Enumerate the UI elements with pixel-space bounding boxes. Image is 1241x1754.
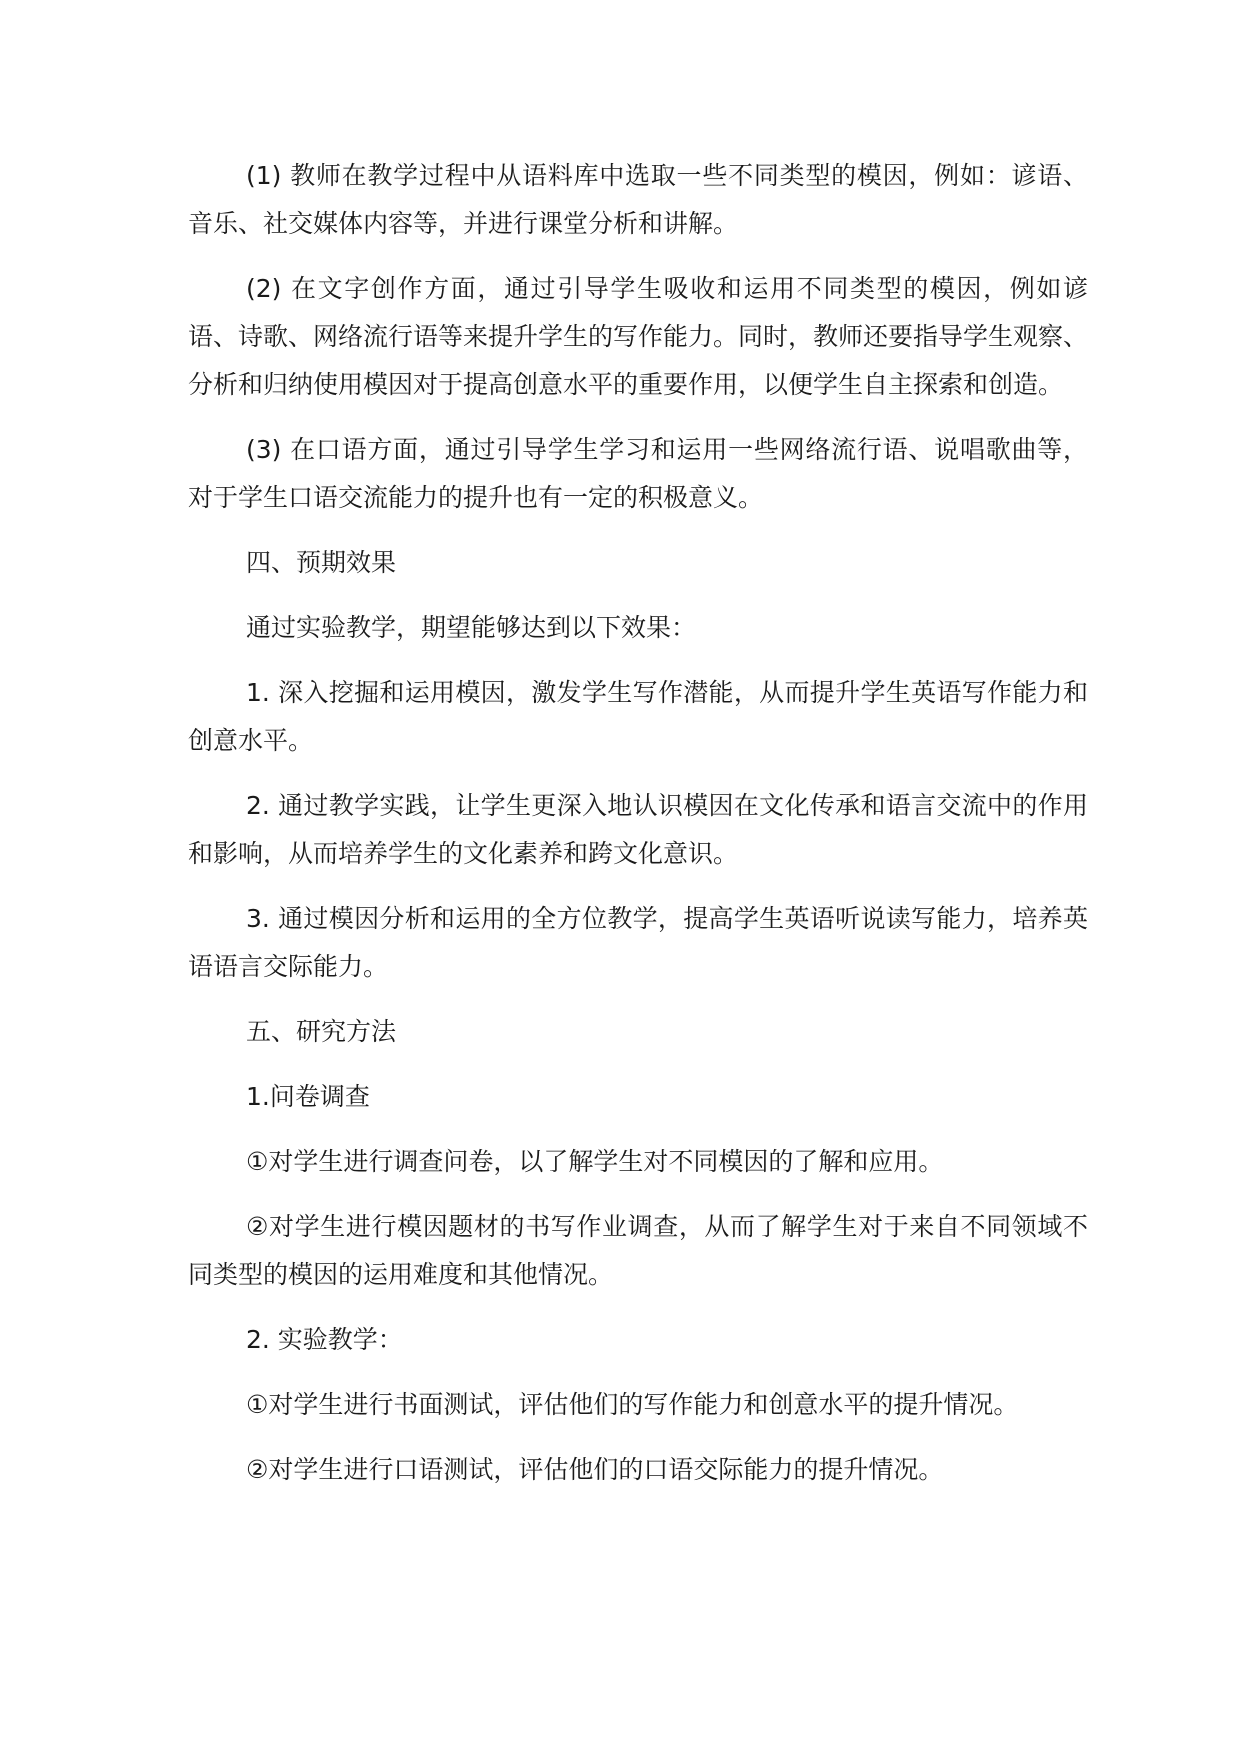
paragraph-questionnaire-2: ②对学生进行模因题材的书写作业调查，从而了解学生对于来自不同领域不同类型的模因的运用难度和其他情况。 bbox=[188, 1212, 1088, 1289]
paragraph-effect-3: 3. 通过模因分析和运用的全方位教学，提高学生英语听说读写能力，培养英语语言交际能力。 bbox=[188, 904, 1088, 981]
section-heading-expected-effects: 四、预期效果 bbox=[246, 548, 397, 577]
paragraph-expected-intro: 通过实验教学，期望能够达到以下效果： bbox=[246, 613, 697, 642]
paragraph-experiment-1: ①对学生进行书面测试，评估他们的写作能力和创意水平的提升情况。 bbox=[246, 1390, 1019, 1419]
subheading-experimental-teaching: 2. 实验教学： bbox=[246, 1325, 403, 1354]
paragraph-method-1: (1) 教师在教学过程中从语料库中选取一些不同类型的模因，例如：谚语、音乐、社交媒体内容等，并进行课堂分析和讲解。 bbox=[188, 161, 1088, 238]
paragraph-questionnaire-1: ①对学生进行调查问卷，以了解学生对不同模因的了解和应用。 bbox=[246, 1147, 944, 1176]
paragraph-effect-1: 1. 深入挖掘和运用模因，激发学生写作潜能，从而提升学生英语写作能力和创意水平。 bbox=[188, 678, 1088, 755]
section-heading-research-methods: 五、研究方法 bbox=[246, 1017, 397, 1046]
subheading-questionnaire: 1.问卷调查 bbox=[246, 1082, 370, 1111]
paragraph-method-2: (2) 在文字创作方面，通过引导学生吸收和运用不同类型的模因，例如谚语、诗歌、网络流行语等来提升学生的写作能力。同时，教师还要指导学生观察、分析和归纳使用模因对于提高创意水平的重要作用，以便学生自主探索和创造。 bbox=[188, 274, 1089, 399]
paragraph-method-3: (3) 在口语方面，通过引导学生学习和运用一些网络流行语、说唱歌曲等，对于学生口语交流能力的提升也有一定的积极意义。 bbox=[188, 435, 1088, 512]
document-body bbox=[188, 152, 1088, 1511]
paragraph-effect-2: 2. 通过教学实践，让学生更深入地认识模因在文化传承和语言交流中的作用和影响，从而培养学生的文化素养和跨文化意识。 bbox=[188, 791, 1088, 868]
paragraph-experiment-2: ②对学生进行口语测试，评估他们的口语交际能力的提升情况。 bbox=[246, 1455, 944, 1484]
